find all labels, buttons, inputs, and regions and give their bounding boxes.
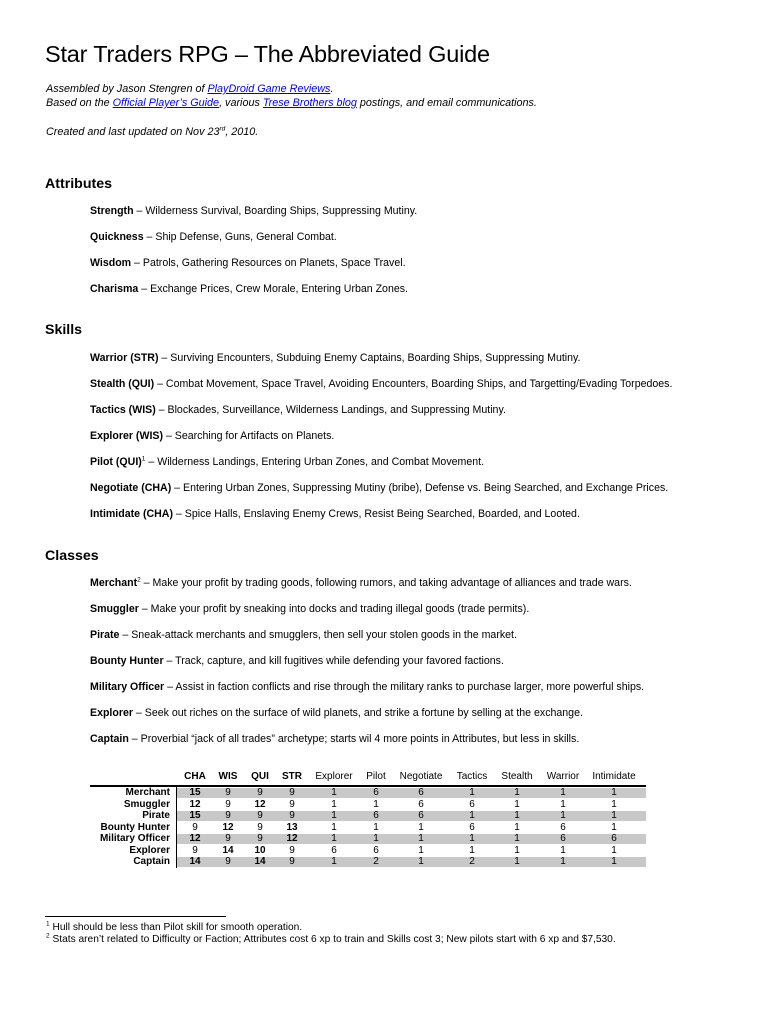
row-label: Explorer	[129, 844, 170, 856]
table-cell: 6	[373, 810, 379, 821]
class-entry	[90, 629, 517, 641]
table-cell: 9	[289, 798, 295, 810]
skill-description: – Combat Movement, Space Travel, Avoiding Encounters, Boarding Ships, and Targetting/Evading Torpedoes.	[154, 378, 673, 390]
table-cell: 6	[373, 787, 379, 798]
updated-suffix: , 2010.	[225, 126, 259, 138]
date-ordinal: rd	[219, 125, 226, 133]
class-entry	[90, 733, 579, 745]
table-cell: 1	[469, 844, 475, 856]
column-header: Warrior	[546, 771, 580, 782]
footnote-text: Hull should be less than Pilot skill for smooth operation.	[49, 922, 303, 933]
table-cell: 13	[286, 821, 298, 833]
footnote-ref: 2	[137, 576, 141, 584]
stats-table-header	[90, 771, 646, 785]
skill-entry	[90, 508, 580, 520]
class-entry	[90, 655, 504, 667]
table-cell: 6	[418, 787, 424, 798]
table-cell: 2	[373, 856, 379, 867]
table-cell: 15	[189, 810, 201, 821]
row-label: Smuggler	[123, 798, 170, 810]
table-cell: 1	[514, 821, 520, 833]
column-header: Intimidate	[592, 771, 636, 782]
table-cell: 1	[560, 787, 566, 798]
updated-text: Created and last updated on Nov 23	[46, 126, 220, 138]
table-cell: 6	[373, 844, 379, 856]
table-cell: 1	[611, 844, 617, 856]
playdroid-link[interactable]: PlayDroid Game Reviews	[207, 83, 331, 95]
table-cell: 9	[289, 856, 295, 867]
table-cell: 1	[560, 798, 566, 810]
table-cell: 1	[514, 787, 520, 798]
attribute-description: – Patrols, Gathering Resources on Planets, Space Travel.	[131, 257, 406, 269]
table-cell: 12	[222, 821, 234, 833]
attributes-heading: Attributes	[45, 176, 112, 192]
attribute-entry	[90, 231, 337, 243]
skill-entry	[90, 482, 668, 494]
class-name: Pirate	[90, 629, 120, 641]
table-cell: 1	[331, 798, 337, 810]
footnote-ref: 1	[141, 455, 146, 463]
skill-entry	[90, 456, 484, 468]
author-suffix: .	[330, 83, 334, 95]
attribute-name: Wisdom	[90, 257, 132, 269]
column-header: Stealth	[501, 771, 533, 782]
table-cell: 2	[469, 856, 475, 867]
author-line	[46, 83, 333, 95]
table-cell: 1	[514, 798, 520, 810]
table-cell: 1	[418, 844, 424, 856]
class-description: – Seek out riches on the surface of wild planets, and strike a fortune by selling at the exchange.	[132, 707, 583, 719]
skill-name: Warrior (STR)	[90, 352, 159, 364]
table-cell: 9	[225, 798, 231, 810]
row-label: Pirate	[142, 810, 170, 821]
table-cell: 1	[514, 844, 520, 856]
column-header: Pilot	[366, 771, 386, 782]
skill-entry	[90, 404, 506, 416]
table-cell: 14	[189, 856, 201, 867]
skill-description: – Surviving Encounters, Subduing Enemy Captains, Boarding Ships, Suppressing Mutiny.	[158, 352, 581, 364]
class-name: Bounty Hunter	[90, 655, 164, 667]
class-name: Captain	[90, 733, 129, 745]
table-cell: 1	[611, 798, 617, 810]
table-cell: 1	[514, 810, 520, 821]
table-cell: 1	[373, 833, 379, 844]
table-row	[90, 799, 646, 811]
skill-entry	[90, 430, 334, 442]
table-cell: 12	[286, 833, 298, 844]
class-description: – Track, capture, and kill fugitives while defending your favored factions.	[163, 655, 504, 667]
updated-line	[46, 126, 258, 138]
table-row	[90, 787, 646, 799]
attribute-description: – Exchange Prices, Crew Morale, Entering Urban Zones.	[138, 283, 408, 295]
skill-name: Explorer (WIS)	[90, 430, 163, 442]
author-text: Assembled by Jason Stengren of	[46, 83, 208, 95]
footnote	[46, 922, 302, 933]
column-header: STR	[282, 771, 302, 782]
column-header: QUI	[251, 771, 269, 782]
class-entry	[90, 603, 529, 615]
sources-suffix: postings, and email communications.	[356, 97, 537, 109]
skill-description: – Entering Urban Zones, Suppressing Mutiny (bribe), Defense vs. Being Searched, and Exchange Prices.	[171, 482, 669, 494]
table-cell: 9	[257, 833, 263, 844]
table-cell: 6	[560, 821, 566, 833]
stats-table	[90, 771, 646, 785]
skill-entry	[90, 378, 672, 390]
class-description: – Make your profit by sneaking into docks and trading illegal goods (trade permits).	[138, 603, 530, 615]
skill-name: Tactics (WIS)	[90, 404, 156, 416]
footnote-text: Stats aren’t related to Difficulty or Faction; Attributes cost 6 xp to train and Skills cost 3; New pilots start with 6 xp and $7,530.	[49, 934, 616, 945]
table-cell: 9	[257, 821, 263, 833]
skill-name: Intimidate (CHA)	[90, 508, 173, 520]
table-cell: 6	[560, 833, 566, 844]
column-header: Tactics	[456, 771, 488, 782]
table-cell: 1	[514, 833, 520, 844]
table-cell: 15	[189, 787, 201, 798]
footnote-number: 1	[46, 920, 50, 928]
table-cell: 1	[611, 856, 617, 867]
table-cell: 1	[331, 821, 337, 833]
table-cell: 1	[331, 810, 337, 821]
table-cell: 12	[189, 833, 201, 844]
attribute-name: Strength	[90, 205, 134, 217]
table-cell: 9	[289, 787, 295, 798]
table-cell: 6	[611, 833, 617, 844]
skill-name: Negotiate (CHA)	[90, 482, 172, 494]
class-name: Merchant	[90, 577, 138, 589]
attribute-description: – Ship Defense, Guns, General Combat.	[143, 231, 337, 243]
table-cell: 9	[225, 856, 231, 867]
sources-mid: , various	[219, 97, 263, 109]
sources-text: Based on the	[46, 97, 113, 109]
table-cell: 14	[222, 844, 234, 856]
attribute-description: – Wilderness Survival, Boarding Ships, Suppressing Mutiny.	[133, 205, 418, 217]
row-label: Merchant	[125, 787, 170, 798]
table-cell: 9	[257, 787, 263, 798]
table-cell: 1	[469, 787, 475, 798]
table-cell: 6	[469, 798, 475, 810]
table-cell: 9	[192, 844, 198, 856]
table-cell: 6	[469, 821, 475, 833]
skills-heading: Skills	[45, 322, 83, 338]
footnote-separator	[45, 916, 226, 917]
table-row	[90, 856, 646, 868]
table-cell: 12	[189, 798, 201, 810]
column-header: WIS	[218, 771, 238, 782]
column-header: Explorer	[315, 771, 353, 782]
table-cell: 9	[225, 810, 231, 821]
table-row	[90, 833, 646, 845]
table-cell: 1	[560, 810, 566, 821]
table-cell: 1	[373, 798, 379, 810]
class-name: Smuggler	[90, 603, 139, 615]
class-name: Military Officer	[90, 681, 165, 693]
table-cell: 6	[418, 798, 424, 810]
footnote	[46, 934, 616, 945]
class-description: – Proverbial “jack of all trades” archetype; starts wil 4 more points in Attributes, but less in skills.	[128, 733, 580, 745]
class-entry	[90, 577, 632, 589]
column-header: CHA	[184, 771, 206, 782]
attribute-entry	[90, 283, 408, 295]
table-cell: 6	[331, 844, 337, 856]
skill-name: Stealth (QUI)	[90, 378, 155, 390]
players-guide-link[interactable]: Official Player’s Guide	[112, 97, 220, 109]
class-name: Explorer	[90, 707, 133, 719]
table-row	[90, 810, 646, 822]
table-cell: 9	[225, 833, 231, 844]
trese-blog-link[interactable]: Trese Brothers blog	[262, 97, 357, 109]
table-row	[90, 822, 646, 834]
table-cell: 1	[418, 856, 424, 867]
table-cell: 1	[331, 833, 337, 844]
table-cell: 1	[331, 856, 337, 867]
skill-name: Pilot (QUI)	[90, 456, 142, 468]
table-cell: 1	[373, 821, 379, 833]
attribute-entry	[90, 257, 406, 269]
table-cell: 6	[418, 810, 424, 821]
skill-entry	[90, 352, 581, 364]
table-cell: 12	[254, 798, 266, 810]
attribute-name: Charisma	[90, 283, 139, 295]
table-cell: 9	[289, 844, 295, 856]
class-description: – Make your profit by trading goods, following rumors, and taking advantage of alliances and trade wars.	[140, 577, 632, 589]
table-cell: 14	[254, 856, 266, 867]
skill-description: – Searching for Artifacts on Planets.	[163, 430, 335, 442]
table-cell: 9	[225, 787, 231, 798]
column-header: Negotiate	[399, 771, 443, 782]
table-cell: 1	[611, 810, 617, 821]
attribute-entry	[90, 205, 417, 217]
row-label: Bounty Hunter	[100, 821, 170, 833]
table-cell: 1	[418, 821, 424, 833]
class-description: – Assist in faction conflicts and rise through the military ranks to purchase larger, more powerful ships.	[164, 681, 645, 693]
table-cell: 1	[469, 810, 475, 821]
skill-description: – Blockades, Surveillance, Wilderness Landings, and Suppressing Mutiny.	[155, 404, 506, 416]
table-cell: 9	[192, 821, 198, 833]
table-cell: 1	[331, 787, 337, 798]
table-cell: 1	[418, 833, 424, 844]
table-cell: 9	[289, 810, 295, 821]
table-cell: 1	[611, 821, 617, 833]
table-cell: 1	[560, 856, 566, 867]
classes-heading: Classes	[45, 548, 99, 564]
table-cell: 10	[254, 844, 266, 856]
table-row	[90, 845, 646, 857]
table-cell: 1	[469, 833, 475, 844]
row-label: Military Officer	[99, 833, 170, 844]
footnote-number: 2	[46, 932, 50, 940]
class-entry	[90, 681, 644, 693]
sources-line	[46, 97, 537, 109]
table-cell: 1	[514, 856, 520, 867]
row-label: Captain	[133, 856, 170, 867]
page-title: Star Traders RPG – The Abbreviated Guide	[45, 41, 490, 67]
skill-description: – Wilderness Landings, Entering Urban Zones, and Combat Movement.	[145, 456, 485, 468]
table-cell: 1	[611, 787, 617, 798]
table-cell: 1	[560, 844, 566, 856]
class-entry	[90, 707, 583, 719]
table-cell: 9	[257, 810, 263, 821]
attribute-name: Quickness	[90, 231, 144, 243]
class-description: – Sneak-attack merchants and smugglers, then sell your stolen goods in the market.	[119, 629, 517, 641]
skill-description: – Spice Halls, Enslaving Enemy Crews, Resist Being Searched, Boarded, and Looted.	[172, 508, 580, 520]
